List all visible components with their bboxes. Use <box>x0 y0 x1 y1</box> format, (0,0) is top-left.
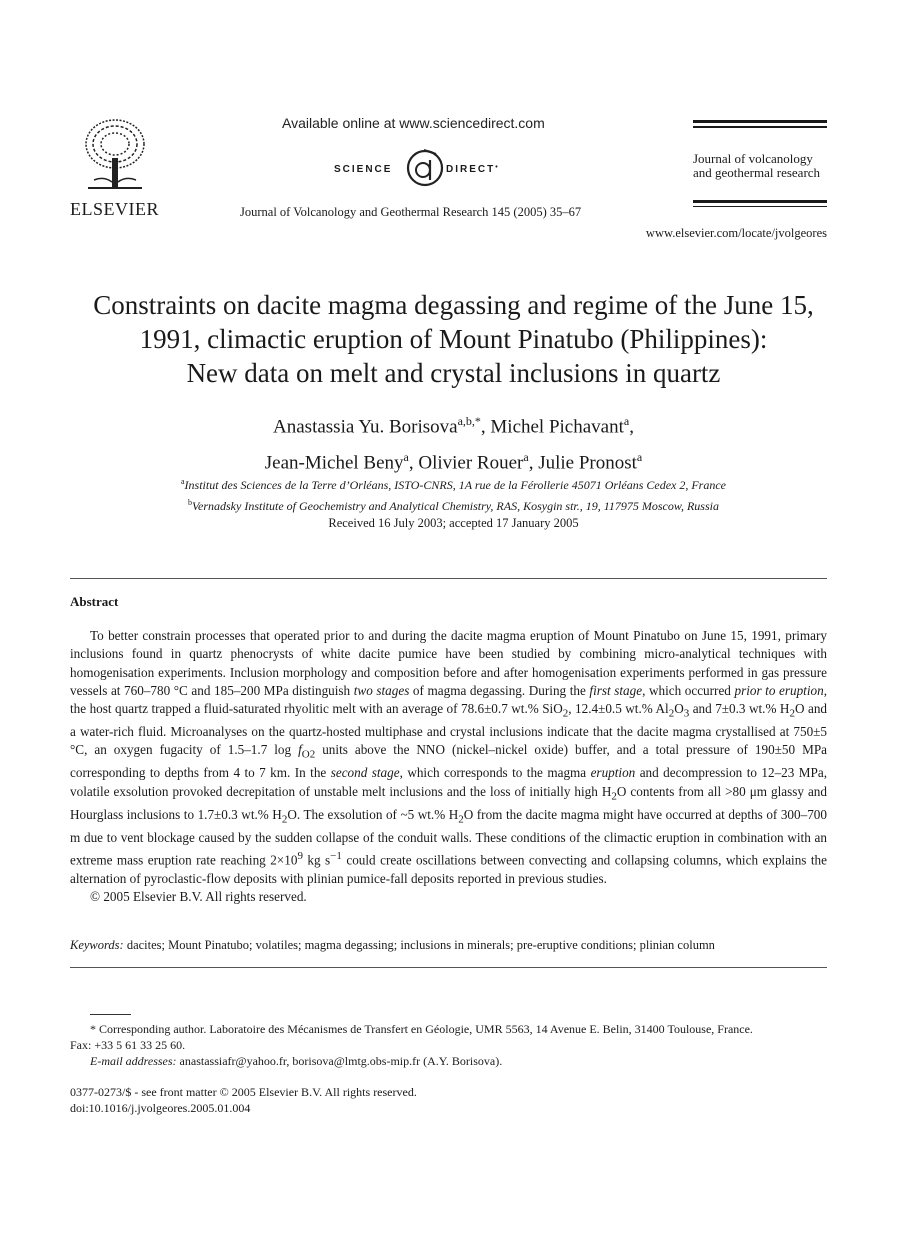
divider <box>70 967 827 968</box>
available-online[interactable]: Available online at www.sciencedirect.com <box>282 115 545 131</box>
sciencedirect-at-icon <box>404 146 446 188</box>
affiliation: $^b$Vernadsky Institute of Geochemistry and Analytical Chemistry, RAS, Kosygin str., 19, 117975 Moscow, Russia <box>188 498 719 513</box>
brand-rule <box>693 126 827 128</box>
brand-rule <box>693 206 827 208</box>
author-name[interactable]: Michel Pichavant <box>490 416 624 438</box>
abstract-heading: Abstract <box>70 594 119 609</box>
author-name[interactable]: Olivier Rouer <box>418 452 524 474</box>
doi-line[interactable]: doi:10.1016/j.jvolgeores.2005.01.004 <box>70 1101 251 1115</box>
journal-url[interactable]: www.elsevier.com/locate/jvolgeores <box>645 226 827 240</box>
sciencedirect-left: SCIENCE <box>334 164 393 175</box>
corresponding-author: * Corresponding author. Laboratoire des Mécanismes de Transfert en Géologie, UMR 5563, 14 Avenue E. Belin, 31400 Toulouse, France. <box>90 1022 753 1036</box>
sciencedirect-right: DIRECT• <box>446 164 500 175</box>
affiliations <box>60 473 847 515</box>
elsevier-logo <box>70 118 162 220</box>
journal-reference: Journal of Volcanology and Geothermal Research 145 (2005) 35–67 <box>240 205 582 219</box>
journal-brand <box>693 120 827 210</box>
author-name[interactable]: Jean-Michel Beny <box>264 452 404 474</box>
article-title: Constraints on dacite magma degassing and regime of the June 15, 1991, climactic eruption of Mount Pinatubo (Philippines): New data on melt and crystal inclusions in quartz <box>93 290 814 388</box>
copyright-line: © 2005 Elsevier B.V. All rights reserved. <box>90 888 307 904</box>
elsevier-tree-icon <box>84 118 146 192</box>
email-addresses: E-mail addresses: anastassiafr@yahoo.fr, borisova@lmtg.obs-mip.fr (A.Y. Borisova). <box>90 1054 503 1068</box>
abstract-paragraph: To better constrain processes that operated prior to and during the dacite magma eruption of Mount Pinatubo on June 15, 1991, primary inclusions found in quartz phenocrysts of white dacite pumice have been studied by combining micro-analytical techniques with homogenisation experiments. Inclusion morphology and composition before and after homogenisation experiments performed in gas pressure vessels at 760–780 °C and 185–200 MPa distinguish two stages of magma degassing. During the first stage, which occurred prior to eruption, the host quartz trapped a fluid-saturated rhyolitic melt with an average of 78.6±0.7 wt.% SiO$_2$, 12.4±0.5 wt.% $Al_2O_3$ and 7±0.3 wt.% $H_2O$ and a water-rich fluid. Microanalyses on the quartz-hosted multiphase and crystal inclusions indicate that the dacite magma crystallised at 750±5 °C, an oxygen fugacity of 1.5–1.7 $\log f_{O2}$ units above the NNO (nickel–nickel oxide) buffer, and a total pressure of 190±50 MPa corresponding to depths from 4 to 7 km. In the second stage, which corresponds to the magma eruption and decompression to 12–23 MPa, volatile exsolution provoked decrepitation of unstable melt inclusions and the loss of initially high $H_2O$ contents from all >80 μm glassy and Hourglass inclusions to 1.7±0.3 wt.% $H_2O$. The exsolution of ~5 wt.% $H_2O$ from the dacite magma might have occurred at depths of 300–700 m due to vent blockage caused by the sudden collapse of the conduit walls. These conditions of the climactic eruption in combination with an extreme mass eruption rate reaching $2\times 10^9$ kg $s^{-1}$ could create oscillations between convecting and collapsing columns, which explains the alternation of pyroclastic-flow deposits with plinian pumice-fall deposits reported in previous studies. <box>70 628 828 886</box>
affiliation: $^a$Institut des Sciences de la Terre d’Orléans, ISTO-CNRS, 1A rue de la Férollerie 45071 Orléans Cedex 2, France <box>180 477 727 492</box>
abstract-body <box>70 627 827 906</box>
author-name[interactable]: Julie Pronost <box>538 452 637 474</box>
keywords <box>70 938 827 953</box>
author-name[interactable]: Anastassia Yu. Borisova <box>273 416 458 438</box>
fax: Fax: +33 5 61 33 25 60. <box>70 1038 186 1052</box>
publisher-name: ELSEVIER <box>70 199 159 219</box>
author-list: Anastassia Yu. Borisova$^{a,b,*}$, Michel Pichavant$^a$, Jean-Michel Beny$^a$, Olivier Rouer$^a$, Julie Pronost$^a$ <box>264 414 643 474</box>
footnote <box>70 1021 827 1069</box>
received-dates: Received 16 July 2003; accepted 17 January 2005 <box>328 516 579 530</box>
divider <box>70 578 827 579</box>
brand-rule <box>693 120 827 123</box>
journal-brand-text: Journal of volcanology and geothermal research <box>693 150 821 180</box>
keywords-label: Keywords: <box>70 938 124 952</box>
brand-rule <box>693 200 827 203</box>
keywords-list: dacites; Mount Pinatubo; volatiles; magma degassing; inclusions in minerals; pre-eruptive conditions; plinian column <box>126 938 715 952</box>
footnote-rule <box>90 1014 131 1015</box>
issn-line: 0377-0273/$ - see front matter © 2005 Elsevier B.V. All rights reserved. <box>70 1085 417 1099</box>
front-matter <box>70 1084 417 1116</box>
